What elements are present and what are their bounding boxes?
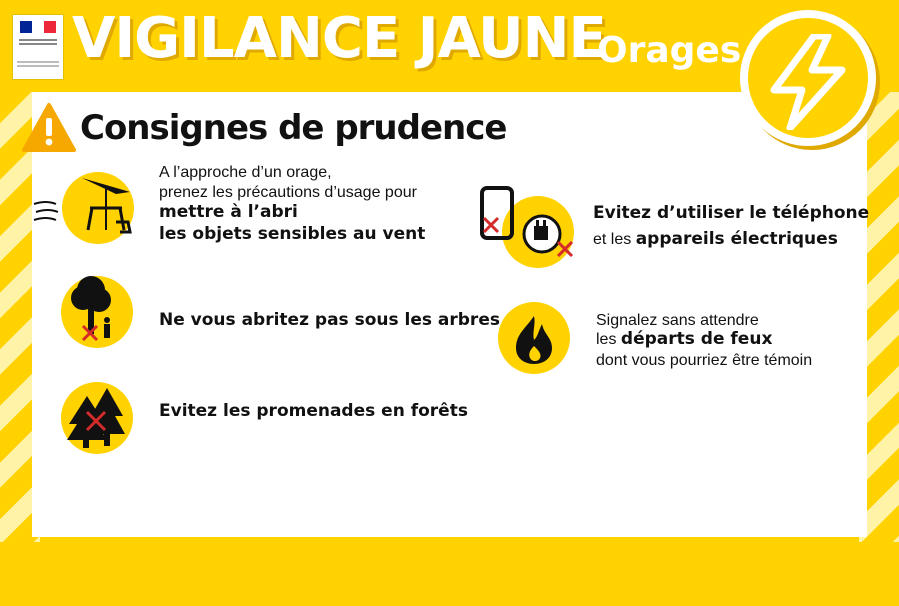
item-text: Signalez sans attendre xyxy=(596,312,759,329)
phone-plug-icon xyxy=(502,196,574,268)
item-bold-text: mettre à l’abri xyxy=(159,202,298,222)
lightning-icon xyxy=(740,10,876,146)
item-text xyxy=(596,330,772,349)
section-heading: Consignes de prudence xyxy=(80,108,507,148)
hazard-label: Orages xyxy=(597,30,742,71)
fire-icon xyxy=(498,302,570,374)
tree-person-icon xyxy=(61,276,133,348)
warning-icon xyxy=(22,102,76,159)
item-bold-text: Evitez d’utiliser le téléphone xyxy=(593,203,870,223)
umbrella-wind-icon xyxy=(62,172,134,244)
item-text: A l’approche d’un orage, xyxy=(159,164,332,181)
item-bold-text: Evitez les promenades en forêts xyxy=(159,401,468,421)
prefecture-logo xyxy=(12,14,64,80)
item-text: prenez les précautions d’usage pour xyxy=(159,184,417,201)
item-prefix-text: et les xyxy=(593,231,632,248)
item-prefix-text: les xyxy=(596,331,617,348)
item-text xyxy=(593,230,838,249)
item-bold-text: départs de feux xyxy=(620,329,773,349)
item-bold-text: les objets sensibles au vent xyxy=(159,224,426,244)
french-flag-icon xyxy=(20,21,56,33)
forest-icon xyxy=(61,382,133,454)
page-title: VIGILANCE JAUNE xyxy=(72,6,606,71)
item-text: dont vous pourriez être témoin xyxy=(596,352,813,369)
item-bold-text: appareils électriques xyxy=(635,229,838,249)
item-bold-text: Ne vous abritez pas sous les arbres xyxy=(159,310,500,330)
